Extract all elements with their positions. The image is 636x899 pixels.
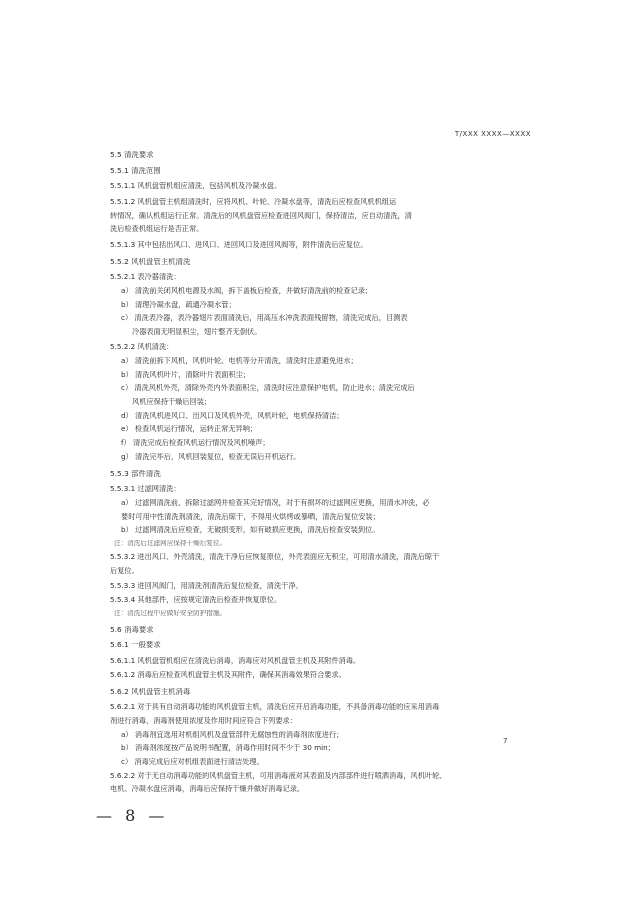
- text-line: g） 清洗完毕后，风机回装复位，检查无误后开机运行。: [121, 452, 301, 461]
- text-line: 电机、冷凝水盘应消毒，消毒后应保持干燥并做好消毒记录。: [110, 785, 305, 794]
- text-line: a） 清洗前关闭风机电源及水阀，拆下盖板后检查，并做好清洗前的检查记录；: [121, 286, 373, 295]
- section-heading: 5.6.2 风机盘管主机消毒: [110, 687, 191, 696]
- inner-page-number: 7: [503, 737, 508, 745]
- text-line: 5.6.1.2 消毒后应检查风机盘管主机及其附件，确保其消毒效果符合要求。: [110, 670, 346, 679]
- text-line: 风机应保持干燥后回装；: [132, 398, 212, 407]
- text-line: c） 清洗表冷器，表冷器翅片表面清洗后，用高压水冲洗表面残留物，清洗完成后，目测表: [121, 314, 408, 323]
- section-heading: 5.5.1 清洗范围: [110, 166, 161, 175]
- text-line: 5.6.2.2 对于无自动消毒功能的风机盘管主机，可用消毒液对其表面及内部部件进行喷洒消毒，风机叶轮、: [110, 771, 447, 780]
- section-heading: 5.5 清洗要求: [110, 151, 154, 159]
- text-line: a） 消毒剂宜选用对机组风机及盘管部件无腐蚀性的消毒剂浓度进行；: [121, 730, 344, 739]
- section-heading: 5.6.1 一般要求: [110, 641, 161, 650]
- section-heading: 5.5.2 风机盘管主机清洗: [110, 257, 191, 266]
- text-line: 5.5.1.2 风机盘管主机组清洗时，应将风机、叶轮、冷凝水盘等，清洗后应检查风机机组运: [110, 197, 397, 206]
- text-line: 要时可用中性清洗剂清洗，清洗后晾干，不得用火烘烤或暴晒，清洗后复位安装；: [121, 512, 380, 521]
- text-line: f） 清洗完成后检查风机运行情况及风机噪声；: [121, 439, 270, 448]
- text-line: 冷器表面无明显积尘，翅片整齐无倒伏。: [132, 327, 262, 336]
- text-line: 剂进行消毒，消毒剂使用浓度及作用时间应符合下列要求：: [110, 717, 297, 726]
- text-line: 5.6.1.1 风机盘管机组应在清洗后消毒，消毒应对风机盘管主机及其附件消毒。: [110, 657, 361, 666]
- document-code: T/XXX XXXX—XXXX: [454, 130, 531, 138]
- text-line: b） 消毒剂浓度按产品说明书配置，消毒作用时间不少于 30 min；: [121, 744, 335, 753]
- text-line: 5.6.2.1 对于具有自动消毒功能的风机盘管主机，清洗后应开启消毒功能，不具备消毒功能的应采用消毒: [110, 703, 440, 712]
- text-line: c） 消毒完成后应对机组表面进行清洁处理。: [121, 758, 264, 767]
- text-line: 洗后检查机组运行是否正常。: [110, 225, 204, 234]
- text-line: d） 清洗风机进风口、出风口及风机外壳，风机叶轮，电机保持清洁；: [121, 411, 344, 420]
- text-line: b） 清理冷凝水盘，疏通冷凝水管；: [121, 300, 236, 309]
- note-line: 注：清洗过程中应做好安全防护措施。: [114, 609, 227, 617]
- section-heading: 5.6 消毒要求: [110, 625, 154, 634]
- body-text: [110, 151, 524, 799]
- text-line: 后复位。: [110, 566, 139, 575]
- text-line: 5.5.1.3 其中包括出风口、进风口、进回风口及进回风阀等，附件清洗后应复位。: [110, 240, 368, 249]
- text-line: a） 过滤网清洗前，拆除过滤网并检查其完好情况，对于有损坏的过滤网应更换，用清水冲洗，必: [121, 499, 430, 508]
- text-line: 转情况，确认机组运行正常。清洗后的风机盘管应检查进回风阀门，保持清洁，应自动清洗，清: [110, 211, 412, 220]
- note-line: 注：清洗后过滤网应保持干燥后复位。: [114, 540, 227, 548]
- text-line: 5.5.3.4 其他部件，应按规定清洗后检查并恢复原位。: [110, 595, 282, 604]
- footer-page-number: — 8 —: [96, 806, 169, 825]
- text-line: 5.5.2.2 风机清洗：: [110, 343, 174, 352]
- text-line: a） 清洗前拆下风机，风机叶轮、电机等分开清洗，清洗时注意避免进水；: [121, 357, 358, 366]
- text-line: e） 检查风机运行情况，运转正常无异响；: [121, 425, 258, 434]
- text-line: b） 过滤网清洗后应检查，无破损变形，如有破损应更换，清洗后检查安装到位。: [121, 526, 380, 535]
- text-line: 5.5.3.1 过滤网清洗：: [110, 485, 181, 494]
- text-line: 5.5.1.1 风机盘管机组应清洗，包括风机及冷凝水盘。: [110, 182, 282, 191]
- text-line: c） 清洗风机外壳，清除外壳内外表面积尘，清洗时应注意保护电机，防止进水；清洗完成后: [121, 384, 415, 393]
- text-line: 5.5.2.1 表冷器清洗：: [110, 273, 181, 282]
- text-line: 5.5.3.2 进出风口、外壳清洗，清洗干净后应恢复原位，外壳表面应无积尘，可用清水清洗，清洗后晾干: [110, 553, 440, 562]
- text-line: 5.5.3.3 进回风阀门，用清洗剂清洗后复位检查，清洗干净。: [110, 582, 303, 591]
- section-heading: 5.5.3 部件清洗: [110, 469, 161, 478]
- text-line: b） 清洗风机叶片，清除叶片表面积尘；: [121, 370, 251, 379]
